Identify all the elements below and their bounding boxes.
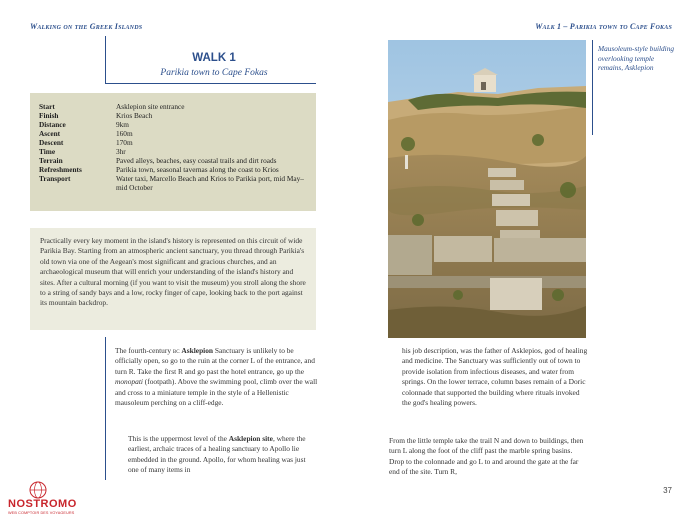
info-value: Water taxi, Marcello Beach and Krios to Parikia port, mid May–mid October <box>116 174 304 192</box>
aside-paragraph-asklepion-site: This is the uppermost level of the Asklepion site, where the earliest, archaic traces of a healing sanctuary to Apollo lie embedded in the ground. Apollo, for whom healing was just one of many items in <box>128 434 306 475</box>
aside-paragraph-continued: his job description, was the father of Asklepios, god of healing and medicine. The Sanctuary was sufficiently out of town to provide isolation from infectious diseases, and water from springs. On the lower terrace, column bases remain of a Doric colonnade that supported the building where rituals invoked the god's healing powers. <box>402 346 588 408</box>
info-value: Krios Beach <box>116 111 153 120</box>
info-value: 160m <box>116 129 133 138</box>
walk-title: WALK 1 <box>192 52 236 64</box>
running-head-right: Walk 1 – Parikia town to Cape Fokas <box>535 22 672 31</box>
title-rule-horizontal <box>105 83 316 84</box>
page-number: 37 <box>663 486 672 495</box>
info-label: Refreshments <box>39 165 82 174</box>
info-label: Start <box>39 102 55 111</box>
logo-tagline: WEB COMPTOIR DES VOYAGEURS <box>8 511 75 515</box>
globe-icon <box>2 480 74 500</box>
walk-info-box <box>30 93 316 211</box>
nostromo-watermark <box>2 480 77 518</box>
info-label: Descent <box>39 138 64 147</box>
info-label: Time <box>39 147 56 156</box>
asklepion-photo <box>388 40 586 338</box>
title-rule-vertical <box>105 36 106 83</box>
info-value: Paved alleys, beaches, easy coastal trails and dirt roads <box>116 156 277 165</box>
intro-box <box>30 228 316 330</box>
walk-subtitle: Parikia town to Cape Fokas <box>160 68 268 78</box>
info-label: Ascent <box>39 129 61 138</box>
info-label: Transport <box>39 174 71 183</box>
text-column-rule <box>105 337 106 480</box>
info-value: Parikia town, seasonal tavernas along the coast to Krios <box>116 165 279 174</box>
info-label: Finish <box>39 111 59 120</box>
info-value: Asklepion site entrance <box>116 102 185 111</box>
photo-caption: Mausoleum-style building overlooking temple remains, Asklepion <box>598 44 674 73</box>
running-head-left: Walking on the Greek Islands <box>30 22 143 31</box>
info-value: 9km <box>116 120 129 129</box>
info-value: 3hr <box>116 147 126 156</box>
info-value: 170m <box>116 138 133 147</box>
caption-rule <box>592 40 593 135</box>
body-paragraph-asklepion: The fourth-century bc Asklepion Sanctuary is unlikely to be officially open, so go to the ruin at the corner L of the entrance, and turn R. Take the first R and go past the hotel entrance, go up the monopati (footpath). Above the swimming pool, climb over the wall and cross to a miniature temple in the style of a Hellenistic mausoleum perching on a cliff-edge. <box>115 346 318 408</box>
body-paragraph-temple-trail: From the little temple take the trail N and down to buildings, then turn L along the foot of the cliff past the marble spring basins. Drop to the colonnade and go L to and around the gate at the far end of the site. Turn R, <box>389 436 584 477</box>
logo-name: NOSTROMO <box>8 498 77 510</box>
info-label: Terrain <box>39 156 63 165</box>
intro-text: Practically every key moment in the island's history is represented on this circuit of wide Parikia Bay. Starting from an atmospheric ancient sanctuary, you thread through Parikia's old town via one of the Aegean's most significant and gracious churches, and an archaeological museum that will enrich your understanding of the island's history and sites. After a cultural morning (if you want to visit the museum) you stroll along the shore to a string of sandy bays and a low, rocky finger of cape, looking back to the port against its mountain backdrop. <box>40 236 306 308</box>
info-label: Distance <box>39 120 66 129</box>
